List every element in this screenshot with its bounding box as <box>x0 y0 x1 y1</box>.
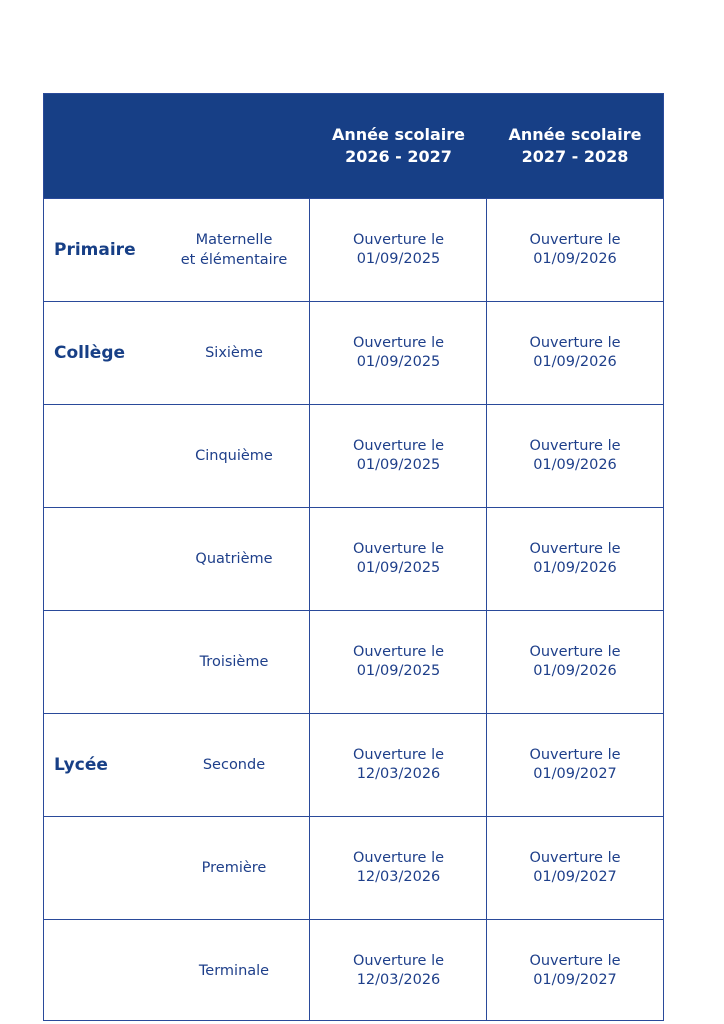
opening-date-cell <box>310 817 487 919</box>
category-label: Primaire <box>54 240 136 260</box>
level-label-line1: Première <box>201 860 267 876</box>
opening-date-cell <box>310 920 487 1022</box>
opening-date-cell <box>487 508 663 610</box>
opening-date-cell <box>487 611 663 713</box>
level-label-line1: Seconde <box>202 757 266 773</box>
opening-date-cell <box>487 817 663 919</box>
category-label: Lycée <box>54 755 108 775</box>
header-col2-line2: 2027 - 2028 <box>521 147 629 166</box>
table-header <box>44 94 663 198</box>
opening-date: 01/09/2025 <box>356 457 441 473</box>
row-level <box>169 302 299 404</box>
level-label-line1: Cinquième <box>195 448 273 464</box>
opening-label: Ouverture le <box>352 953 445 969</box>
table-row <box>44 816 663 919</box>
row-level <box>169 611 299 713</box>
level-label-line1: Sixième <box>205 345 263 361</box>
table-row <box>44 198 663 301</box>
header-col2-line1: Année scolaire <box>508 125 642 144</box>
opening-label: Ouverture le <box>352 541 445 557</box>
opening-date-cell <box>487 302 663 404</box>
opening-date-cell <box>310 508 487 610</box>
opening-label: Ouverture le <box>352 232 445 248</box>
row-level <box>169 714 299 816</box>
table-row <box>44 404 663 507</box>
level-label-line1: Quatrième <box>195 551 273 567</box>
opening-date-cell <box>487 199 663 301</box>
category-label: Collège <box>54 343 126 363</box>
level-label-line2: et élémentaire <box>180 252 288 268</box>
opening-date-cell <box>310 302 487 404</box>
opening-label: Ouverture le <box>529 335 621 351</box>
opening-date: 01/09/2025 <box>356 354 441 370</box>
header-year-2027-2028 <box>487 94 663 198</box>
opening-date: 01/09/2027 <box>533 972 617 988</box>
row-level <box>169 405 299 507</box>
row-level <box>169 508 299 610</box>
opening-label: Ouverture le <box>352 850 445 866</box>
opening-date: 01/09/2025 <box>356 663 441 679</box>
opening-date-cell <box>487 714 663 816</box>
opening-date: 01/09/2026 <box>533 457 617 473</box>
opening-date: 01/09/2025 <box>356 251 441 267</box>
row-category <box>54 199 136 301</box>
level-label-line1: Maternelle <box>195 232 273 248</box>
opening-label: Ouverture le <box>352 644 445 660</box>
opening-date: 12/03/2026 <box>356 869 441 885</box>
level-label-line1: Troisième <box>199 654 269 670</box>
opening-date-cell <box>310 199 487 301</box>
row-level <box>169 817 299 919</box>
opening-date-cell <box>310 405 487 507</box>
opening-label: Ouverture le <box>529 953 621 969</box>
opening-label: Ouverture le <box>352 335 445 351</box>
opening-label: Ouverture le <box>352 438 445 454</box>
header-col1-line2: 2026 - 2027 <box>345 147 452 166</box>
level-label-line1: Terminale <box>198 963 270 979</box>
opening-label: Ouverture le <box>529 232 621 248</box>
opening-date: 12/03/2026 <box>356 766 441 782</box>
opening-date: 01/09/2027 <box>533 766 617 782</box>
opening-date: 01/09/2026 <box>533 663 617 679</box>
table-row <box>44 713 663 816</box>
opening-dates-table <box>43 93 664 1021</box>
opening-date-cell <box>310 714 487 816</box>
opening-date-cell <box>310 611 487 713</box>
opening-date-cell <box>487 405 663 507</box>
row-level <box>169 920 299 1022</box>
opening-date: 12/03/2026 <box>356 972 441 988</box>
opening-label: Ouverture le <box>529 438 621 454</box>
table-row <box>44 301 663 404</box>
opening-date: 01/09/2027 <box>533 869 617 885</box>
header-year-2026-2027 <box>310 94 487 198</box>
table-row <box>44 507 663 610</box>
table-row <box>44 919 663 1022</box>
opening-date: 01/09/2025 <box>356 560 441 576</box>
opening-date: 01/09/2026 <box>533 560 617 576</box>
opening-label: Ouverture le <box>529 747 621 763</box>
header-col1-line1: Année scolaire <box>332 125 465 144</box>
opening-label: Ouverture le <box>352 747 445 763</box>
row-level <box>169 199 299 301</box>
opening-date: 01/09/2026 <box>533 251 617 267</box>
table-row <box>44 610 663 713</box>
opening-date: 01/09/2026 <box>533 354 617 370</box>
opening-label: Ouverture le <box>529 541 621 557</box>
opening-date-cell <box>487 920 663 1022</box>
opening-label: Ouverture le <box>529 644 621 660</box>
opening-label: Ouverture le <box>529 850 621 866</box>
row-category <box>54 302 125 404</box>
row-category <box>54 714 108 816</box>
